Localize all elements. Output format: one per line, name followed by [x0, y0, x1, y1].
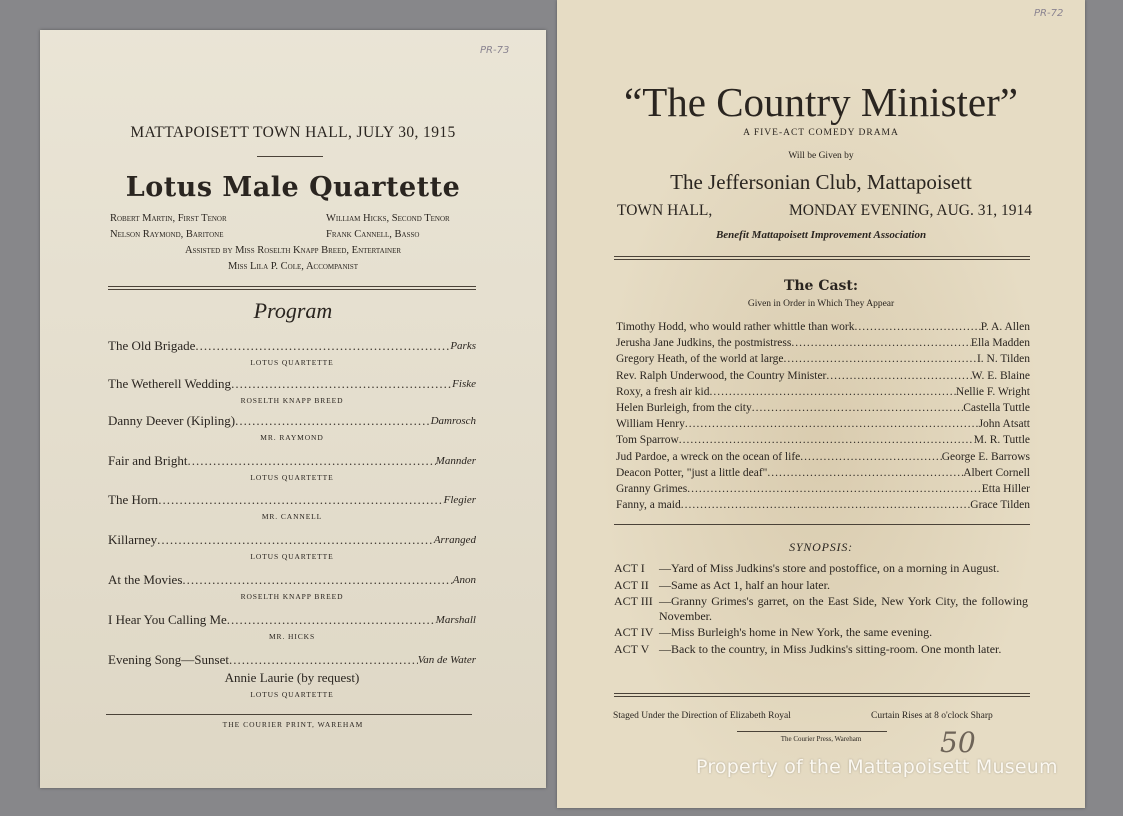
piece-title: Evening Song—Sunset: [108, 652, 229, 667]
piece-title: Danny Deever (Kipling): [108, 413, 236, 428]
piece-performer: MR. CANNELL: [261, 512, 323, 521]
synopsis-row: [614, 625, 1028, 640]
staged-by: Staged Under the Direction of Elizabeth Royal: [613, 711, 791, 721]
double-divider: [108, 286, 476, 290]
performer-credit: William Hicks, Second Tenor: [326, 213, 450, 224]
program-item: [108, 492, 476, 521]
piece-title: At the Movies: [108, 572, 183, 587]
act-number: ACT IV: [614, 625, 654, 639]
program-title: Lotus Male Quartette: [125, 172, 461, 203]
archive-annotation: PR-73: [480, 45, 510, 56]
actor: Nellie F. Wright: [955, 385, 1030, 398]
role: William Henry: [616, 418, 685, 431]
synopsis-row: [614, 642, 1028, 657]
press-credit: The Courier Press, Wareham: [780, 735, 862, 743]
short-divider: [737, 731, 887, 732]
short-divider: [257, 156, 323, 157]
act-number: ACT III: [614, 594, 653, 608]
left-program-sheet: [40, 30, 546, 788]
synopsis-row: [614, 578, 1028, 593]
piece-performer: LOTUS QUARTETTE: [250, 690, 334, 699]
actor: George E. Barrows: [941, 450, 1030, 463]
composer: Marshall: [435, 614, 476, 626]
cast-heading: The Cast:: [783, 278, 859, 294]
performance-date: MONDAY EVENING, AUG. 31, 1914: [789, 202, 1032, 219]
composer: Arranged: [433, 534, 476, 546]
play-title: “The Country Minister”: [624, 79, 1018, 125]
piece-performer: MR. RAYMOND: [260, 433, 324, 442]
actor: W. E. Blaine: [971, 369, 1030, 382]
role: Granny Grimes: [616, 483, 688, 496]
cast-row: [616, 449, 1030, 465]
piece-performer: ROSELTH KNAPP BREED: [240, 396, 344, 405]
piece-title: The Horn: [108, 492, 159, 507]
cast-row: [616, 351, 1030, 367]
museum-watermark: Property of the Mattapoisett Museum: [696, 756, 1058, 778]
act-description: —Yard of Miss Judkins's store and postoffice, on a morning in August.: [659, 561, 1000, 575]
program-item: [108, 612, 476, 641]
handwritten-number: 50: [940, 726, 976, 759]
composer: Anon: [452, 574, 476, 586]
composer: Damrosch: [430, 415, 476, 427]
cast-row: [616, 384, 1030, 400]
accompanist: Miss Lila P. Cole, Accompanist: [227, 261, 359, 272]
role: Fanny, a maid: [616, 499, 681, 512]
curtain-time: Curtain Rises at 8 o'clock Sharp: [871, 711, 993, 721]
actor: Grace Tilden: [970, 499, 1030, 512]
assisted-by: Assisted by Miss Roselth Knapp Breed, Entertainer: [184, 245, 402, 256]
synopsis-heading: SYNOPSIS:: [789, 540, 853, 554]
role: Rev. Ralph Underwood, the Country Minister: [616, 369, 827, 382]
role: Jud Pardoe, a wreck on the ocean of life: [616, 450, 801, 463]
right-program-sheet: [557, 0, 1085, 808]
act-number: ACT II: [614, 577, 649, 592]
act-description: —Back to the country, in Miss Judkins's sitting-room. One month later.: [659, 641, 1002, 656]
cast-row: [616, 416, 1030, 432]
cast-row: [616, 335, 1030, 351]
program-item: [108, 572, 476, 601]
piece-title: The Wetherell Wedding: [108, 376, 232, 391]
piece-performer: LOTUS QUARTETTE: [250, 358, 334, 367]
piece-extra: Annie Laurie (by request): [224, 670, 360, 685]
role: Timothy Hodd, who would rather whittle than work: [616, 321, 855, 333]
program-item: [108, 376, 476, 405]
play-subtitle: A FIVE-ACT COMEDY DRAMA: [743, 128, 899, 138]
cast-subheading: Given in Order in Which They Appear: [747, 299, 895, 309]
act-description: —Miss Burleigh's home in New York, the same evening.: [659, 625, 933, 639]
piece-title: I Hear You Calling Me: [108, 612, 227, 627]
composer: Flegier: [443, 494, 476, 506]
actor: Castella Tuttle: [963, 402, 1030, 415]
actor: I. N. Tilden: [976, 353, 1030, 366]
program-item: [108, 413, 476, 442]
piece-title: Killarney: [108, 532, 158, 547]
role: Gregory Heath, of the world at large: [616, 353, 784, 366]
program-heading: Program: [253, 298, 333, 323]
venue-date-line: [617, 202, 1032, 220]
cast-row: [616, 465, 1030, 481]
program-item: [108, 453, 476, 482]
archive-annotation: PR-72: [1034, 8, 1064, 19]
role: Jerusha Jane Judkins, the postmistress: [616, 337, 792, 350]
role: Roxy, a fresh air kid: [616, 385, 710, 398]
program-item: [108, 652, 476, 699]
cast-row: [616, 319, 1030, 335]
act-description: —Same as Act 1, half an hour later.: [659, 577, 830, 592]
role: Deacon Potter, "just a little deaf": [616, 466, 768, 479]
actor: P. A. Allen: [980, 321, 1030, 333]
performer-credit: Nelson Raymond, Baritone: [110, 229, 224, 240]
club-name: The Jeffersonian Club, Mattapoisett: [670, 170, 972, 194]
cast-row: [616, 400, 1030, 416]
cast-row: [616, 432, 1030, 448]
piece-performer: MR. HICKS: [268, 632, 316, 641]
composer: Van de Water: [417, 654, 476, 666]
printer-credit: THE COURIER PRINT, WAREHAM: [222, 720, 364, 729]
act-number: ACT I: [614, 561, 645, 575]
performer-credit: Frank Cannell, Basso: [326, 229, 420, 240]
given-by: Will be Given by: [788, 151, 854, 161]
composer: Parks: [450, 340, 476, 352]
act-description: —Granny Grimes's garret, on the East Side, New York City, the following November.: [659, 594, 1028, 623]
actor: Ella Madden: [970, 337, 1030, 350]
cast-row: [616, 368, 1030, 384]
double-divider: [614, 693, 1030, 697]
piece-performer: LOTUS QUARTETTE: [250, 473, 334, 482]
hall: TOWN HALL,: [617, 202, 713, 219]
program-item: [108, 532, 476, 561]
program-item: [108, 338, 476, 367]
synopsis-row: [614, 561, 1028, 576]
double-divider: [614, 256, 1030, 260]
performer-credit: Robert Martin, First Tenor: [110, 213, 227, 224]
composer: Mannder: [435, 455, 476, 467]
piece-performer: LOTUS QUARTETTE: [250, 552, 334, 561]
piece-title: The Old Brigade: [108, 338, 196, 353]
synopsis-row: [614, 594, 1028, 623]
cast-row: [616, 497, 1030, 513]
actor: John Atsatt: [978, 418, 1030, 431]
venue-date: MATTAPOISETT TOWN HALL, JULY 30, 1915: [130, 124, 456, 141]
bottom-divider: [106, 714, 472, 715]
divider: [614, 524, 1030, 525]
synopsis-list: [614, 561, 1028, 658]
cast-list: [616, 319, 1030, 513]
role: Helen Burleigh, from the city: [616, 402, 752, 415]
cast-row: [616, 481, 1030, 497]
piece-performer: ROSELTH KNAPP BREED: [240, 592, 344, 601]
act-number: ACT V: [614, 641, 650, 656]
actor: Albert Cornell: [963, 466, 1030, 479]
piece-title: Fair and Bright: [108, 453, 188, 468]
actor: M. R. Tuttle: [973, 434, 1030, 447]
role: Tom Sparrow: [616, 434, 679, 447]
actor: Etta Hiller: [981, 483, 1030, 496]
composer: Fiske: [452, 378, 476, 390]
benefit-line: Benefit Mattapoisett Improvement Association: [715, 229, 927, 241]
